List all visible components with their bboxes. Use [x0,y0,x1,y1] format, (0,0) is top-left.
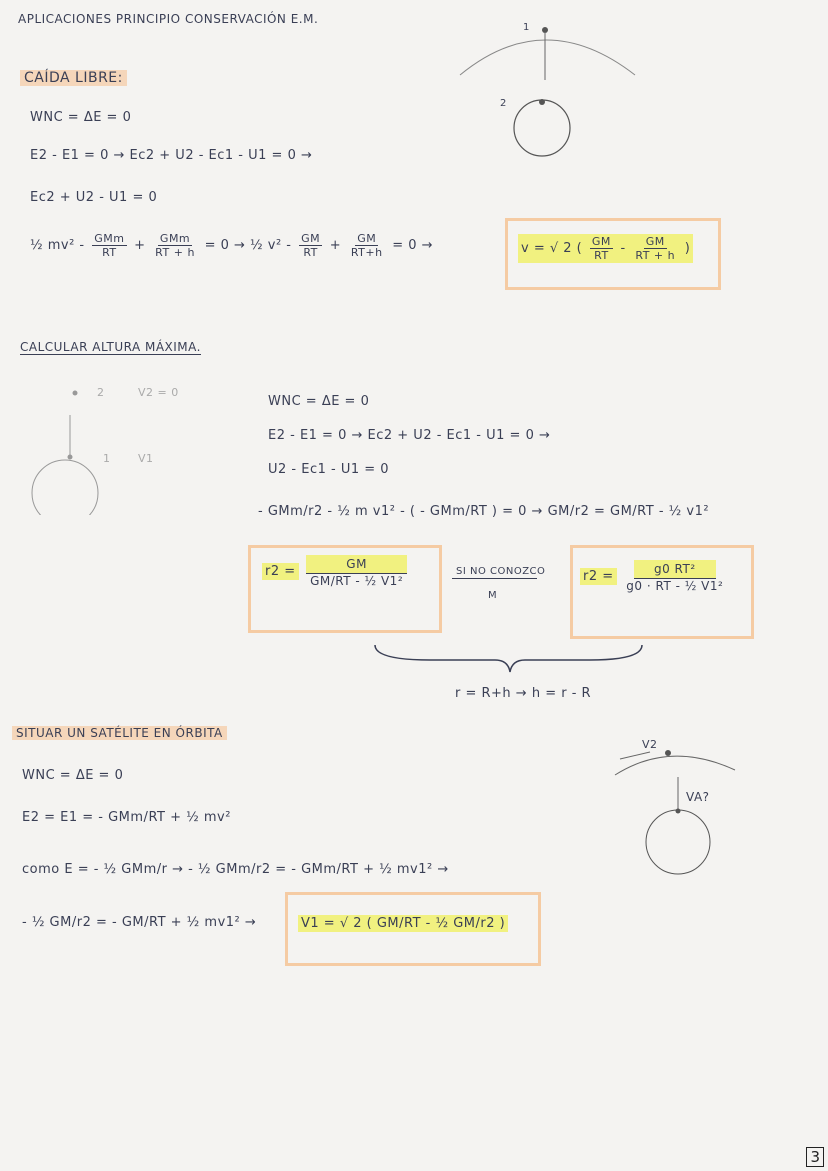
diagram-label: 1 [103,452,111,465]
diagram-label: V1 [138,452,154,465]
diagram-label: V2 = 0 [138,386,179,399]
orbit-velocity-result: V1 = √ 2 ( GM/RT - ½ GM/r2 ) [298,915,508,932]
satellite-diagram [610,735,740,880]
equation-line: Ec2 + U2 - U1 = 0 [30,190,158,205]
numerator: GM [357,232,377,245]
arrow-label: SI NO CONOZCO [456,566,546,577]
eq-part: v = √ 2 ( [521,241,583,256]
diagram-label: 2 [500,98,507,109]
numerator: GM [645,235,665,248]
numerator: GMm [159,232,191,245]
numerator: GM [301,232,321,245]
equation-line: E2 = E1 = - GMm/RT + ½ mv² [22,810,231,825]
falling-body-diagram [450,20,650,160]
denominator: RT + h [635,249,676,262]
brace [370,640,650,675]
eq-part: r2 = [580,568,617,585]
section-heading-satelite: SITUAR UN SATÉLITE EN ÓRBITA [12,726,227,740]
denominator: RT [102,246,117,259]
arrow-label: M [488,590,498,601]
denominator: g0 · RT - ½ V1² [626,579,724,593]
radius-note: r = R+h → h = r - R [455,686,592,701]
diagram-label: 2 [97,386,105,399]
denominator: RT + h [155,246,195,259]
r2-result [262,555,410,588]
numerator: g0 RT² [634,560,716,579]
equation-line: como E = - ½ GMm/r → - ½ GMm/r2 = - GMm/RT + ½ mv1² → [22,862,449,877]
equation-line: U2 - Ec1 - U1 = 0 [268,462,390,477]
page-title: APLICACIONES PRINCIPIO CONSERVACIÓN E.M. [18,12,319,26]
equation-line: WNC = ΔE = 0 [268,394,370,409]
max-height-diagram [25,385,105,515]
eq-part: ½ mv² - [30,238,85,253]
diagram-label: 1 [523,22,530,33]
diagram-label: V2 [642,738,658,751]
denominator: RT [303,246,318,259]
denominator: RT [594,249,609,262]
numerator: GM [591,235,611,248]
numerator: GM [306,555,407,574]
section-heading-altura: CALCULAR ALTURA MÁXIMA. [20,340,201,354]
diagram-label: VA? [686,790,710,804]
r2-result-g0 [580,560,728,593]
equation-line: E2 - E1 = 0 → Ec2 + U2 - Ec1 - U1 = 0 → [30,148,313,163]
equation-line: - ½ GM/r2 = - GM/RT + ½ mv1² → [22,915,257,930]
equation-line: WNC = ΔE = 0 [30,110,132,125]
numerator: GMm [94,232,125,245]
eq-part: = 0 → [392,238,434,253]
section-heading-caida: CAÍDA LIBRE: [20,70,127,86]
denominator: RT+h [350,246,383,259]
eq-part: r2 = [262,563,299,580]
equation-line: - GMm/r2 - ½ m v1² - ( - GMm/RT ) = 0 → GM/r2 = GM/RT - ½ v1² [258,504,710,519]
denominator: GM/RT - ½ V1² [310,574,404,588]
arrow [452,578,537,579]
equation-line: WNC = ΔE = 0 [22,768,124,783]
equation-line: ½ mv² - $\frac{\text{GMm}}{RT}$ + $\frac{\text{GMm}}{RT + h}$ = 0 → ½ v² - $\frac{GM}{RT}$ + $\frac{GM}{RT+h}$ = 0 → [30,232,434,259]
velocity-result: v = √ 2 ( $\frac{GM}{RT}$ - $\frac{GM}{RT + h}$ ) [518,234,693,263]
equation-line: E2 - E1 = 0 → Ec2 + U2 - Ec1 - U1 = 0 → [268,428,551,443]
page-number: 3 [806,1147,824,1167]
eq-part: = 0 → ½ v² - [204,238,292,253]
